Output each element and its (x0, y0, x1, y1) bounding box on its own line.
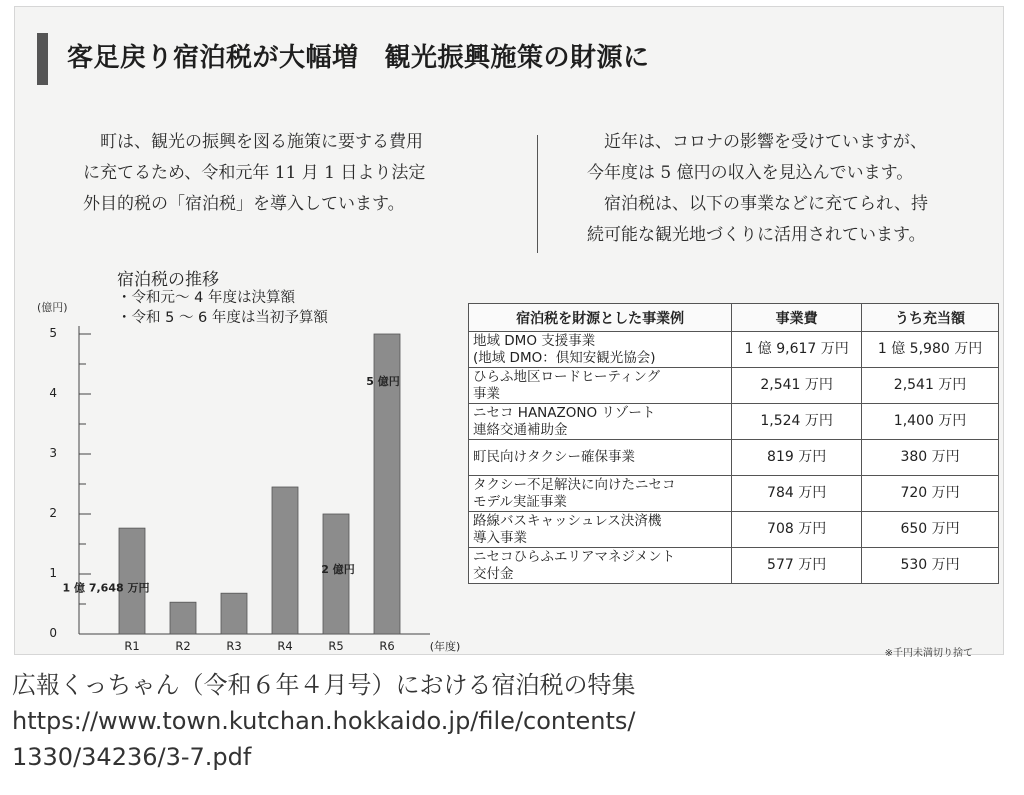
table-footnote: ※千円未満切り捨て (884, 648, 973, 659)
project-name-line: ニセコ HANAZONO リゾート (473, 404, 656, 421)
x-tick-label: R5 (328, 639, 344, 653)
x-axis-label: (年度) (429, 640, 461, 653)
project-name (469, 404, 732, 440)
right-paragraph-line: 今年度は 5 億円の収入を見込んでいます。 (587, 163, 914, 183)
x-tick-label: R6 (379, 639, 395, 653)
chart-note: ・令和元～ 4 年度は決算額 (117, 290, 295, 306)
project-name (469, 512, 732, 548)
y-tick-label: 3 (49, 446, 57, 460)
chart-note: ・令和 5 ～ 6 年度は当初予算額 (117, 310, 328, 326)
x-tick-label: R1 (124, 639, 140, 653)
bar-R3 (221, 593, 247, 634)
project-name (469, 476, 732, 512)
project-name-line: 交付金 (473, 565, 514, 582)
left-paragraph-line: に充てるため、令和元年 11 月 1 日より法定 (83, 163, 426, 183)
project-cost: 708 万円 (732, 512, 862, 548)
column-divider (537, 135, 538, 253)
project-cost: 1,524 万円 (732, 404, 862, 440)
project-name-line: タクシー不足解決に向けたニセコ (473, 476, 676, 493)
right-paragraph-line: 続可能な観光地づくりに活用されています。 (587, 225, 926, 245)
caption-url-line: 1330/34236/3-7.pdf (12, 743, 252, 771)
x-tick-label: R4 (277, 639, 293, 653)
header-project: 宿泊税を財源とした事業例 (469, 304, 732, 332)
project-funded: 650 万円 (862, 512, 999, 548)
project-name-line: ひらふ地区ロードヒーティング (473, 368, 661, 385)
table-row (469, 548, 999, 584)
y-tick-label: 4 (49, 386, 57, 400)
project-name-line: ニセコひらふエリアマネジメント (473, 548, 676, 565)
title-sub: 観光振興施策の財源に (384, 43, 650, 73)
table-row (469, 368, 999, 404)
header-funded: うち充当額 (862, 304, 999, 332)
caption-line: 広報くっちゃん（令和６年４月号）における宿泊税の特集 (12, 671, 636, 699)
table-row (469, 332, 999, 368)
project-name (469, 368, 732, 404)
project-name-line: 導入事業 (473, 529, 527, 546)
bar-data-label: 1 億 7,648 万円 (62, 581, 150, 595)
project-name-line: 連絡交通補助金 (473, 421, 568, 438)
left-paragraph-line: 外目的税の「宿泊税」を導入しています。 (83, 194, 405, 214)
y-tick-label: 2 (49, 506, 57, 520)
title-main: 客足戻り宿泊税が大幅増 (67, 43, 359, 73)
project-cost: 577 万円 (732, 548, 862, 584)
table-header-row (469, 304, 999, 332)
project-funded: 720 万円 (862, 476, 999, 512)
header-cost: 事業費 (732, 304, 862, 332)
project-funded: 380 万円 (862, 440, 999, 476)
right-paragraph-line: 宿泊税は、以下の事業などに充てられ、持 (604, 194, 929, 214)
x-tick-label: R3 (226, 639, 242, 653)
article-panel (14, 6, 1004, 659)
table-row (469, 476, 999, 512)
x-tick-label: R2 (175, 639, 191, 653)
project-name-line: モデル実証事業 (473, 493, 567, 510)
chart-title: 宿泊税の推移 (117, 270, 219, 290)
project-name-line: (地域 DMO：倶知安観光協会) (473, 349, 656, 366)
bar-data-label: 5 億円 (366, 375, 400, 388)
project-name-line: 路線バスキャッシュレス決済機 (473, 512, 662, 529)
project-name (469, 440, 732, 476)
project-name-line: 町民向けタクシー確保事業 (473, 449, 635, 465)
table-row (469, 440, 999, 476)
project-funded: 1 億 5,980 万円 (862, 332, 999, 368)
project-cost: 819 万円 (732, 440, 862, 476)
bar-chart (15, 7, 475, 656)
caption-url-line: https://www.town.kutchan.hokkaido.jp/file/contents/ (12, 707, 636, 735)
y-tick-label: 0 (49, 626, 57, 640)
left-paragraph-line: 町は、観光の振興を図る施策に要する費用 (100, 132, 423, 152)
project-name (469, 548, 732, 584)
table-row (469, 512, 999, 548)
y-axis-unit: (億円) (37, 301, 68, 314)
project-cost: 784 万円 (732, 476, 862, 512)
project-table (468, 303, 999, 584)
y-tick-label: 5 (49, 326, 57, 340)
project-cost: 1 億 9,617 万円 (732, 332, 862, 368)
project-name-line: 地域 DMO 支援事業 (473, 332, 596, 349)
table-row (469, 404, 999, 440)
project-funded: 1,400 万円 (862, 404, 999, 440)
bar-R4 (272, 487, 298, 634)
y-tick-label: 1 (49, 566, 57, 580)
bar-data-label: 2 億円 (321, 562, 355, 576)
bar-R2 (170, 602, 196, 634)
project-funded: 530 万円 (862, 548, 999, 584)
project-name (469, 332, 732, 368)
project-name-line: 事業 (473, 385, 500, 402)
right-paragraph (587, 127, 928, 251)
project-cost: 2,541 万円 (732, 368, 862, 404)
project-funded: 2,541 万円 (862, 368, 999, 404)
right-paragraph-line: 近年は、コロナの影響を受けていますが、 (604, 132, 927, 152)
